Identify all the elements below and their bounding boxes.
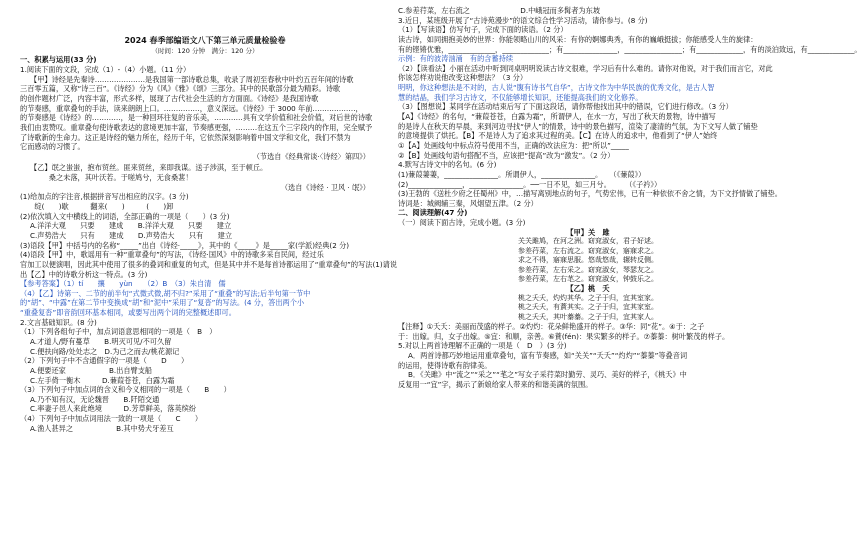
subsection-1: （一）阅读下面古诗，完成小题。(3 分) <box>398 218 526 228</box>
question-4-3: (3)王勃的《送杜少府之任蜀州》中，…描写离别地点的句子，气势宏伟，已有一种依依不舍之情，为下文抒情做了铺垫。 <box>398 189 782 199</box>
question-2-2: （2）下列句子中不含通假字的一项是（ D ） <box>20 356 189 366</box>
question-3-2: （2）【读看法】小丽在活动中听到同桌明明说读古诗文很难，学习后有什么难的。请你对他说，对于我们而言它，对此 <box>398 63 773 73</box>
poem-note: 于：出嫁。归，女子出嫁。⑤宜：和顺，亲善。⑥蕡(fén)：果实繁多的样子。⑦蓁蓁：树叶繁茂的样子。 <box>398 331 730 341</box>
poem-line: 桃之夭夭，其叶蓁蓁。之子于归，宜其家人。 <box>518 312 658 321</box>
question-4: 4.默写古诗文中的名句。(6 分) <box>398 160 497 170</box>
poem-line: 桃之夭夭，灼灼其华。之子于归，宜其室家。 <box>518 293 658 302</box>
passage-yi-source: （选自《诗经 · 卫风 · 氓》） <box>280 182 370 192</box>
question-3-3-text: 【A】《诗经》的名句，“蒹葭苍苍，白露为霜”，所谓伊人，在水一方，写出了秋天的景物，诗中描写 <box>398 112 716 122</box>
option-line: A.乃不知有汉，无论魏晋 B.阡陌交通 <box>30 394 160 404</box>
passage-line: 的节奏感，重章叠句的手法，读来朗朗上口。……………，意义深远。《诗经》于 3000 年前………………， <box>20 103 363 113</box>
question-3-1-text: 读古诗，如同拥抱美妙的世界：你能领略山川的风采：有你的婀娜典秀，有你的巍峨挺拔；你能感受人生的旋律： <box>398 34 758 44</box>
question-4-1: (1)蒹葭萋萋，_______________。所谓伊人，_______________。 （《蒹葭》） <box>398 169 646 179</box>
passage-source: （节选自《经典常谈·〈诗经〉第四》） <box>252 151 370 161</box>
answer-example: 示例：有的波涛汹涌 有的含蓄持续 <box>398 54 514 64</box>
passage-line: 的创作题材广泛，内容丰富，形式多样，展现了古代社会生活的方方面面。《诗经》是我国诗歌 <box>20 93 319 103</box>
option-line: B．《关雎》中“流之”“采之”“芼之”写女子采荇菜时勤劳、灵巧、美好的样子，《桃夭》中 <box>408 370 687 380</box>
poem-note: 【注释】①夭夭：美丽而茂盛的样子。②灼灼：花朵鲜艳盛开的样子。③华：同“花”。④于：之子 <box>398 322 705 332</box>
question-2-3: （3）下列句子中加点词的含义和今义相同的一项是（ B ） <box>20 385 231 395</box>
option-line: C.便扶向路/处处志之 D.为己之而去/桃花源记 <box>30 346 180 356</box>
section-1-heading: 一、积累与运用(33 分) <box>20 55 97 65</box>
question-3-3-text: 的是诗人在秋天的早晨，来到河边寻找“伊人”的情景，诗中的景色描写，渲染了凄清的气氛，为下文写人做了铺垫 <box>398 121 758 131</box>
poem-line: 参差荇菜，左右芼之。窈窕淑女，钟鼓乐之。 <box>518 274 658 283</box>
question-5: 5.对以上两首诗理解不正确的一项是（ D ）(3 分) <box>398 341 567 351</box>
passage-line: 三百零五篇，又称“诗三百”。《诗经》分为《风》《雅》《颂》三部分。其中的民歌部分最为精彩。诗歌 <box>20 84 341 94</box>
passage-yi-line: 桑之未落，其叶沃若。于嗟鸠兮，无食桑葚！ <box>20 173 193 183</box>
option-line: 的运用，使得诗歌有韵律美。 <box>398 360 492 370</box>
passage-yi: 【乙】氓之蚩蚩，抱布贸丝。匪来贸丝，来即我谋。送子涉淇，至于顿丘。 <box>30 163 268 173</box>
answer-line: “重叠复沓”即音韵回环基本相同，或要写出两个词的完整概述即可。 <box>20 308 236 318</box>
option-line: C.率妻子邑人来此绝境 D.芳草鲜美，落英缤纷 <box>30 404 197 414</box>
passage-line: 的节奏感是《诗经》的…………，是一种回环往复的音乐美，…………具有文学价值和社会价值，对后世的诗歌 <box>20 113 373 123</box>
poem-line: 桃之夭夭，有蕡其实。之子于归，宜其家室。 <box>518 303 658 312</box>
passage-line: 我们由衷赞叹。重章叠句使诗歌表达的意境更加丰富，节奏感更强，………在这五个三字段内的作用，完全赋予 <box>20 122 373 132</box>
option-line: A．两首诗都巧妙地运用重章叠句，富有节奏感，如“关关”“夭夭”“灼灼”“蓁蓁”等叠音词 <box>408 350 688 360</box>
poem-line: 关关雎鸠，在河之洲。窈窕淑女，君子好逑。 <box>518 237 658 246</box>
option-line: 反复用一“宜”字，揭示了新娘给家人带来的和谐美满的氛围。 <box>398 379 593 389</box>
question-3-1-text: 有的铿锵优雅，_____________，_____________；有_______________，________________；有_____________，有的淡泊致远，有_____________。 <box>398 44 862 54</box>
question-3: 3.近日，某班级开展了“古诗苑漫步”的语文综合性学习活动，请你参与。(8 分) <box>398 15 648 25</box>
question-4-2: (2)_______________，_______________。──一日不见，如三月兮。 （《子衿》） <box>398 179 662 189</box>
question-4-3-cont: 诗词是：城阙辅三秦，风烟望五津。（2 分） <box>398 198 538 208</box>
answer-key: 【参考答案】（1）tí 攘 yùn （2）B （3）朱自清 儒 <box>20 279 226 289</box>
right-column <box>398 6 862 390</box>
question-2-1: （1）下列各组句子中，加点词语意思相同的一项是（ B ） <box>20 327 217 337</box>
option-ab: A.洋洋大观 只要 建成 B.洋洋大观 只要 建立 <box>30 221 232 231</box>
question-1-1-blanks: 绽( )歇 翻来( ) ( )卸 <box>20 202 174 212</box>
question-3-2-cont: 你该怎样劝说他改变这种想法？（3 分） <box>398 73 528 83</box>
option-line: C.左手倚一衡木 D.蒹葭苍苍，白露为霜 <box>30 375 175 385</box>
question-1-1: (1)给加点的字注音,根据拼音写出相应的汉字。(3 分) <box>20 192 189 202</box>
question-3-3-text: 的意境提供了烘托。【B】不是诗人为了追求其过程的美。【C】在诗人的追求中，他看到了“伊人”始终 <box>398 131 718 141</box>
answer-line: 慧的结晶，我们学习古诗文，不仅能够增长知识，还能提高我们的文化修养。 <box>398 92 643 102</box>
question-1-2: (2)依次填入文中横线上的词语，全部正确的一项是（ ）(3 分) <box>20 211 230 221</box>
passage-line: 了诗歌新的生命力。这正是诗经的魅力所在，经历千年，它依然深刻影响着中国文学和文化，我们不禁为 <box>20 132 351 142</box>
poem-2-title: 【乙】桃 夭 <box>566 284 610 294</box>
answer-line: 的“胡”、“中露”在第二节中变换成“胡”和“泥中”采用了“复沓”的写法。(4 分，答出两个小 <box>20 298 305 308</box>
exam-meta: （时间：120 分钟 满分：120 分） <box>151 46 259 55</box>
passage-line: 它而感动的习惯了。 <box>20 142 85 152</box>
question-1-4-cont: 官加工以便演唱，因此其中使用了很多的叠词和重复的句式，但是其中并不是每首诗都运用了“重章叠句”的写法(1)请说 <box>20 259 398 269</box>
section-2-heading: 二、阅读理解(47 分) <box>398 208 468 218</box>
answer-line: 明明，你这种想法是不对的，古人说“腹有诗书气自华”，古诗文作为中华民族的优秀文化，是古人智 <box>398 83 715 93</box>
question-1-3: (3)语段【甲】中括号内的名称“_____”出自《诗经·_____》，其中的《_____》是_____家(学派)经典(2 分) <box>20 240 350 250</box>
poem-line: 参差荇菜，左右采之。窈窕淑女，琴瑟友之。 <box>518 265 658 274</box>
left-column <box>20 6 398 433</box>
question-2-4: （4）下列句子中加点词用法一致的一项是（ C ） <box>20 414 203 424</box>
question-3-3-sub: ②【B】处画线句语句搭配不当，应该把“提高”改为“激发”。（2 分） <box>398 150 615 160</box>
option-cd: C.声势浩大 只有 建成 D.声势浩大 只有 建立 <box>30 230 233 240</box>
option-line: C.参差荇菜，左右流之 D.中峨冠而多髯者为东坡 <box>398 6 601 15</box>
poem-line: 求之不得，寤寐思服。悠哉悠哉，辗转反侧。 <box>518 256 658 265</box>
passage-line: 【甲】诗经是先秦诗…………………是我国第一部诗歌总集，收录了周初至春秋中叶约五百年间的诗歌 <box>30 74 354 84</box>
question-1: 1.阅读下面的文段，完成（1）-（4）小题。（11 分） <box>20 65 191 75</box>
answer-line: （4）【乙】诗第一、二节的前半句“式微式微,胡不归?”采用了“重叠”的写法;后半句第一节中 <box>20 288 311 298</box>
question-1-4: (4)语段【甲】中，歌谣用有一种“重章叠句”的写法，《诗经·国风》中的诗歌多采自民间，经过乐 <box>20 250 324 260</box>
question-3-3-sub: ①【A】处画线句中标点符号使用不当，正确的改法应为：把“所以”_____ <box>398 140 629 150</box>
question-2: 2.文言基础知识。(8 分) <box>20 317 97 327</box>
poem-line: 参差荇菜，左右流之。窈窕淑女，寤寐求之。 <box>518 246 658 255</box>
poem-1-title: 【甲】关 雎 <box>566 227 610 237</box>
option-line: A.才道人/野有蔓草 B.明灭可见/不可久留 <box>30 337 172 346</box>
question-1-4-cont: 出【乙】中的诗歌分析这一特点。(3 分) <box>20 269 148 279</box>
question-3-1: （1）【写读语】仿写句子，完成下面的读语。（2 分） <box>398 25 568 35</box>
exam-title: 2024 春季部编语文八下第三单元质量检验卷 <box>124 36 286 45</box>
option-line: A.便要还家 B.出自臂支船 <box>30 365 153 375</box>
option-line: A.渔人甚异之 B.其中势犬牙差互 <box>30 423 174 433</box>
question-3-3: （3）【图想说】某同学在活动结束后写了下面这段话，请你帮他找出其中的错误，它们进行修改。（3 分） <box>398 102 733 112</box>
